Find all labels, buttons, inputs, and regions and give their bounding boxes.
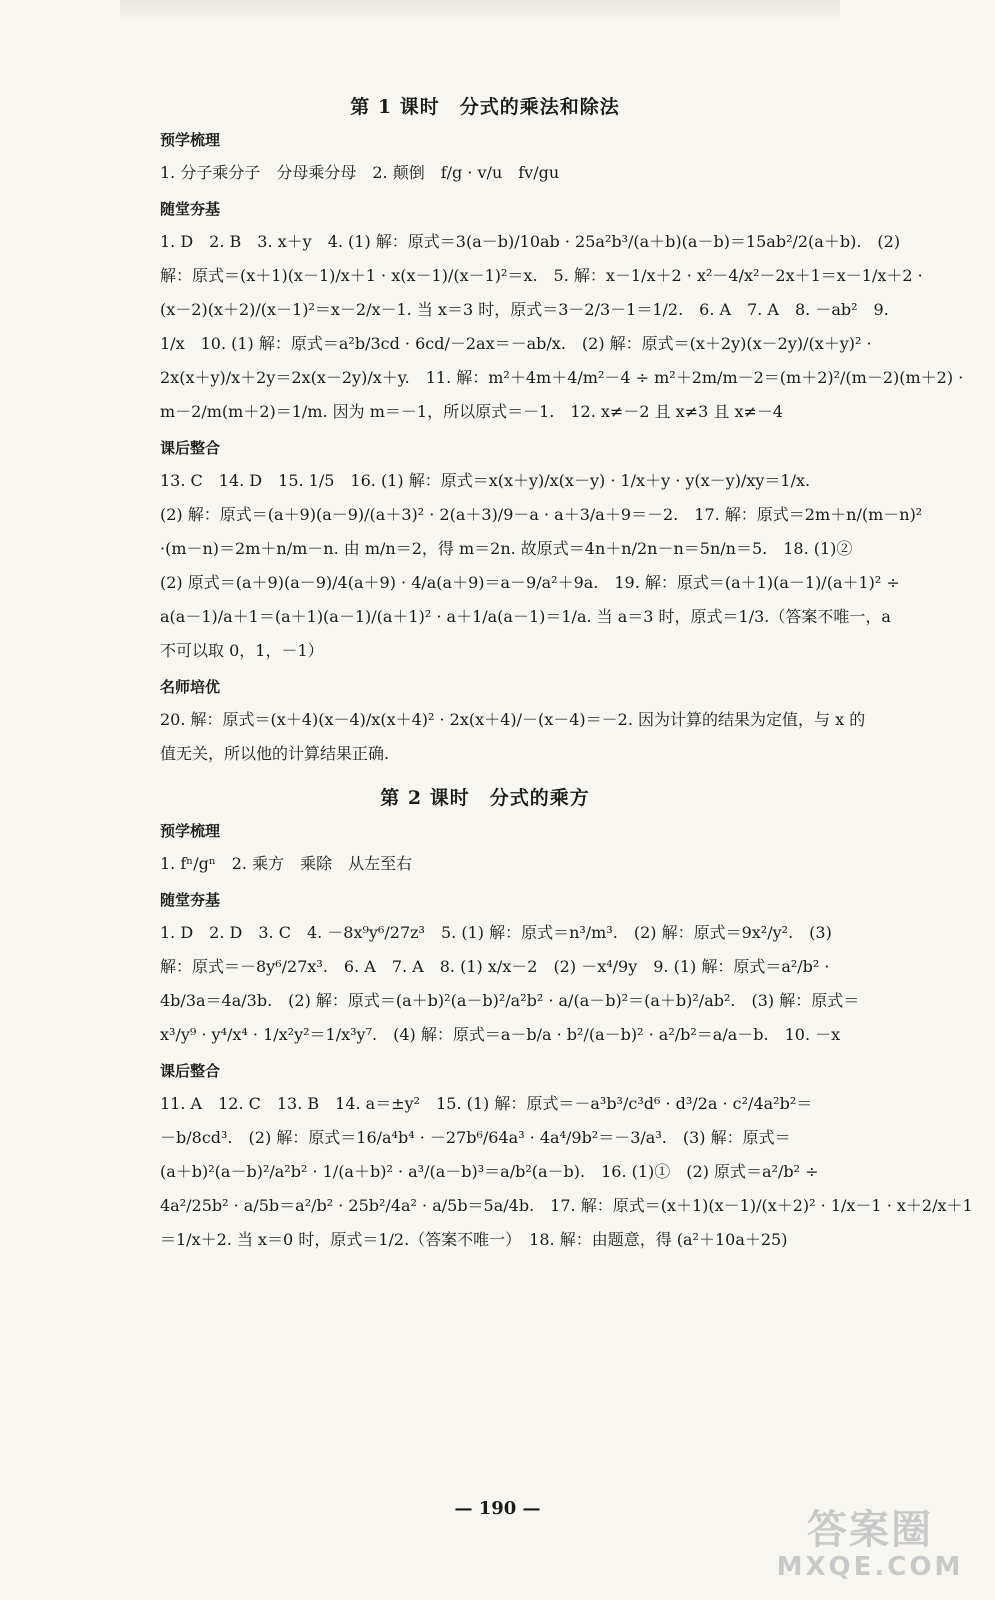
page-number: — 190 —	[454, 1498, 541, 1519]
lesson2-after-line: ＝1/x＋2. 当 x＝0 时，原式＝1/2.（答案不唯一） 18. 解：由题意，得 (a²＋10a＋25)	[160, 1230, 788, 1249]
lesson1-class-line: (x－2)(x＋2)/(x－1)²＝x－2/x－1. 当 x＝3 时，原式＝3－2/3－1＝1/2. 6. A 7. A 8. －ab² 9.	[160, 300, 889, 319]
lesson2-after-line: 11. A 12. C 13. B 14. a＝±y² 15. (1) 解：原式＝－a³b³/c³d⁶ · d³/2a · c²/4a²b²＝	[160, 1094, 813, 1113]
scan-top-band	[120, 0, 840, 22]
lesson2-class-line: x³/y⁹ · y⁴/x⁴ · 1/x²y²＝1/x³y⁷. (4) 解：原式＝a－b/a · b²/(a－b)² · a²/b²＝a/a－b. 10. －x	[160, 1025, 841, 1044]
lesson1-teacher-line: 20. 解：原式＝(x＋4)(x－4)/x(x＋4)² · 2x(x＋4)/－(x－4)＝－2. 因为计算的结果为定值，与 x 的	[160, 710, 866, 729]
lesson2-class-line: 1. D 2. D 3. C 4. －8x⁹y⁶/27z³ 5. (1) 解：原式＝n³/m³. (2) 解：原式＝9x²/y². (3)	[160, 923, 832, 942]
site-watermark	[760, 1507, 980, 1590]
lesson2-class-line: 解：原式＝－8y⁶/27x³. 6. A 7. A 8. (1) x/x－2 (2) －x⁴/9y 9. (1) 解：原式＝a²/b² ·	[160, 957, 830, 976]
lesson1-after-line: ·(m－n)＝2m＋n/m－n. 由 m/n＝2，得 m＝2n. 故原式＝4n＋n/2n－n＝5n/n＝5. 18. (1)②	[160, 539, 853, 558]
lesson2-prelearn-line: 1. fⁿ/gⁿ 2. 乘方 乘除 从左至右	[160, 854, 413, 873]
lesson2-class-heading: 随堂夯基	[160, 891, 221, 909]
lesson1-class-line: m－2/m(m＋2)＝1/m. 因为 m＝－1，所以原式＝－1. 12. x≠－2 且 x≠3 且 x≠－4	[160, 402, 784, 421]
lesson1-teacher-line: 值无关，所以他的计算结果正确.	[160, 744, 390, 763]
lesson1-prelearn-heading: 预学梳理	[160, 131, 221, 149]
lesson1-class-heading: 随堂夯基	[160, 200, 221, 218]
lesson1-prelearn-line: 1. 分子乘分子 分母乘分母 2. 颠倒 f/g · v/u fv/gu	[160, 163, 560, 182]
lesson1-class-line: 1/x 10. (1) 解：原式＝a²b/3cd · 6cd/－2ax＝－ab/x. (2) 解：原式＝(x＋2y)(x－2y)/(x＋y)² ·	[160, 334, 872, 353]
lesson2-title: 第 2 课时 分式的乘方	[380, 787, 590, 809]
lesson2-after-line: (a＋b)²(a－b)²/a²b² · 1/(a＋b)² · a³/(a－b)³＝a/b²(a－b). 16. (1)① (2) 原式＝a²/b² ÷	[160, 1162, 819, 1181]
lesson1-title: 第 1 课时 分式的乘法和除法	[350, 96, 620, 118]
lesson1-class-line: 2x(x＋y)/x＋2y＝2x(x－2y)/x＋y. 11. 解：m²＋4m＋4/m²－4 ÷ m²＋2m/m－2＝(m＋2)²/(m－2)(m＋2) ·	[160, 368, 964, 387]
lesson1-after-line: (2) 原式＝(a＋9)(a－9)/4(a＋9) · 4/a(a＋9)＝a－9/a²＋9a. 19. 解：原式＝(a＋1)(a－1)/(a＋1)² ÷	[160, 573, 900, 592]
lesson2-after-line: －b/8cd³. (2) 解：原式＝16/a⁴b⁴ · －27b⁶/64a³ · 4a⁴/9b²＝－3/a³. (3) 解：原式＝	[160, 1128, 791, 1147]
lesson1-after-line: 不可以取 0，1，－1）	[160, 641, 324, 660]
watermark-cn: 答案圈	[807, 1507, 933, 1553]
answer-page	[160, 80, 973, 1257]
lesson2-after-line: 4a²/25b² · a/5b＝a²/b² · 25b²/4a² · a/5b＝5a/4b. 17. 解：原式＝(x＋1)(x－1)/(x＋2)² · 1/x－1 · x＋2/x＋1	[160, 1196, 973, 1215]
lesson1-class-line: 1. D 2. B 3. x＋y 4. (1) 解：原式＝3(a－b)/10ab · 25a²b³/(a＋b)(a－b)＝15ab²/2(a＋b). (2)	[160, 232, 901, 251]
lesson1-teacher-heading: 名师培优	[160, 678, 221, 696]
lesson2-class-line: 4b/3a＝4a/3b. (2) 解：原式＝(a＋b)²(a－b)²/a²b² · a/(a－b)²＝(a＋b)²/ab². (3) 解：原式＝	[160, 991, 860, 1010]
watermark-en: MXQE.COM	[776, 1552, 964, 1582]
lesson1-class-line: 解：原式＝(x＋1)(x－1)/x＋1 · x(x－1)/(x－1)²＝x. 5. 解：x－1/x＋2 · x²－4/x²－2x＋1＝x－1/x＋2 ·	[160, 266, 923, 285]
lesson1-after-heading: 课后整合	[160, 439, 221, 457]
lesson1-after-line: a(a－1)/a＋1＝(a＋1)(a－1)/(a＋1)² · a＋1/a(a－1)＝1/a. 当 a＝3 时，原式＝1/3.（答案不唯一，a	[160, 607, 891, 626]
lesson1-after-line: 13. C 14. D 15. 1/5 16. (1) 解：原式＝x(x＋y)/x(x－y) · 1/x＋y · y(x－y)/xy＝1/x.	[160, 471, 811, 490]
lesson1-after-line: (2) 解：原式＝(a＋9)(a－9)/(a＋3)² · 2(a＋3)/9－a · a＋3/a＋9＝－2. 17. 解：原式＝2m＋n/(m－n)²	[160, 505, 923, 524]
lesson2-after-heading: 课后整合	[160, 1062, 221, 1080]
lesson2-prelearn-heading: 预学梳理	[160, 822, 221, 840]
